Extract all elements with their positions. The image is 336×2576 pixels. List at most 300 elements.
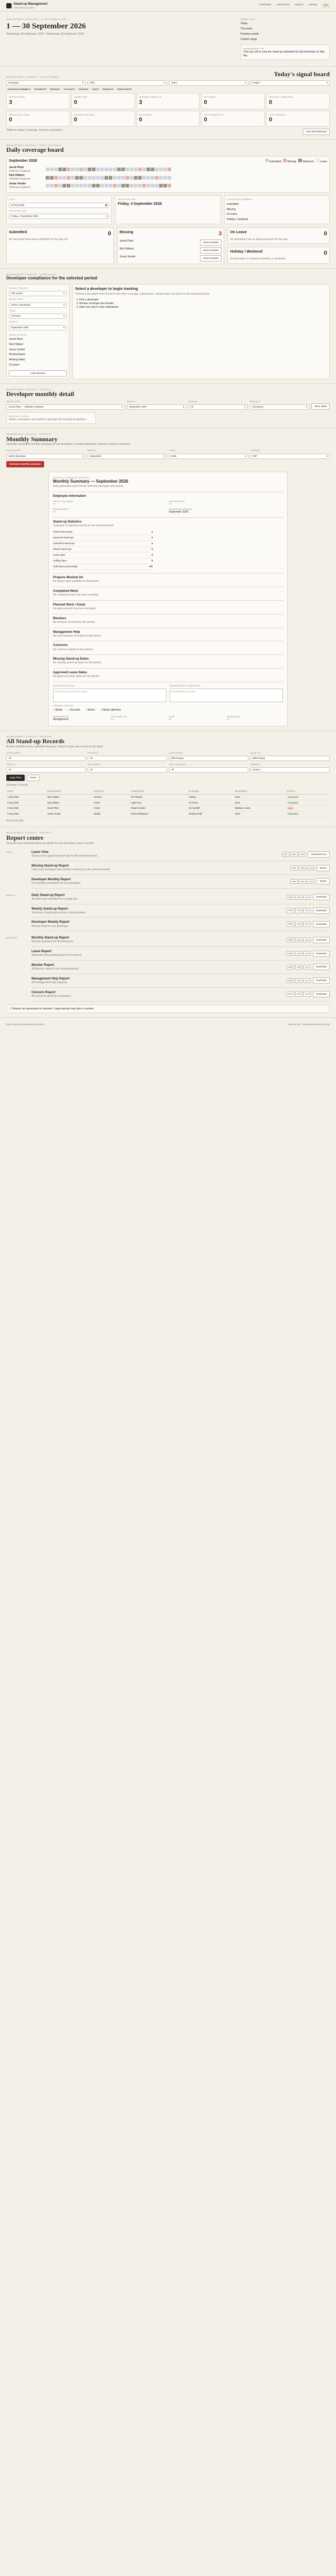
chevron-down-icon: ▾ xyxy=(82,454,83,457)
coverage-day-cell[interactable] xyxy=(58,184,62,187)
day-picker[interactable]: Friday, 4 September 2026 ▾ xyxy=(9,214,109,219)
coverage-day-cell[interactable] xyxy=(83,184,87,187)
format-option[interactable]: CSV xyxy=(295,965,302,969)
coverage-day-cell[interactable] xyxy=(92,184,96,187)
coverage-day-cell[interactable] xyxy=(100,168,104,171)
coverage-day-cell[interactable] xyxy=(88,176,91,180)
column-header[interactable]: DATE xyxy=(6,789,46,794)
holiday-empty: No developer is marked on holiday or weekend. xyxy=(230,257,286,261)
rating-exceeds[interactable]: ○ Exceeds xyxy=(68,708,80,712)
format-option[interactable]: PDF xyxy=(290,879,298,884)
missing-panel xyxy=(117,227,225,264)
report-info xyxy=(32,990,71,998)
signal-stat xyxy=(71,111,135,127)
coverage-day-cell[interactable] xyxy=(167,168,171,171)
table-cell: 3 Sep 2026 xyxy=(6,806,46,811)
coverage-calendar xyxy=(6,156,330,193)
coverage-day-cell[interactable] xyxy=(75,184,79,187)
format-option[interactable]: XLS xyxy=(303,992,311,996)
management-tip xyxy=(240,45,330,60)
period-select[interactable]: This month ▾ xyxy=(9,291,67,296)
coverage-day-cell[interactable] xyxy=(109,176,112,180)
coverage-day-cell[interactable] xyxy=(130,176,133,180)
shortcut-today[interactable]: Today xyxy=(240,22,248,26)
coverage-day-cell[interactable] xyxy=(138,176,142,180)
quick-nick[interactable]: Nick Hibbert xyxy=(9,342,24,346)
column-header[interactable]: DEVELOPER xyxy=(46,789,93,794)
coverage-day-cell[interactable] xyxy=(142,176,146,180)
user-avatar[interactable]: SA xyxy=(322,3,330,7)
report-action-button[interactable]: Export xyxy=(317,878,330,884)
coverage-day-cell[interactable] xyxy=(125,176,129,180)
coverage-day-cell[interactable] xyxy=(67,184,70,187)
format-option[interactable]: PDF xyxy=(290,865,298,870)
record-filter-input[interactable]: All xyxy=(6,767,86,773)
coverage-day-cell[interactable] xyxy=(62,168,66,171)
coverage-day-cell[interactable] xyxy=(104,184,108,187)
format-option[interactable]: CSV xyxy=(299,879,306,884)
format-option[interactable]: CSV xyxy=(295,895,302,900)
coverage-day-cell[interactable] xyxy=(121,184,125,187)
tip-label: MANAGEMENT TIP xyxy=(243,47,265,50)
summary-leave: On leave xyxy=(226,213,237,216)
coverage-day-cell[interactable] xyxy=(71,168,75,171)
table-cell: Push notifications xyxy=(130,811,187,817)
report-actions xyxy=(287,951,330,957)
signal-chip[interactable] xyxy=(33,88,47,90)
record-filter-label: BLOCKERS xyxy=(88,763,101,766)
rating-meets[interactable]: ○ Meets xyxy=(53,708,63,712)
coverage-day-cell[interactable] xyxy=(100,184,104,187)
chip-label: On leave xyxy=(64,88,73,91)
signal-chip[interactable] xyxy=(77,88,89,90)
chip-value: 0 xyxy=(86,88,88,91)
submitted-empty: No stand-ups have been submitted for this day yet. xyxy=(9,237,68,241)
coverage-day-cell[interactable] xyxy=(92,168,96,171)
coverage-day-cell[interactable] xyxy=(113,176,117,180)
coverage-day-cell[interactable] xyxy=(159,168,163,171)
md-project-label: PROJECT xyxy=(249,400,261,403)
report-title: Missing Stand-up Report xyxy=(32,864,69,868)
coverage-day-cell[interactable] xyxy=(151,176,154,180)
coverage-day-cell[interactable] xyxy=(62,176,66,180)
coverage-day-cell[interactable] xyxy=(142,168,146,171)
coverage-day-cell[interactable] xyxy=(134,168,138,171)
report-row xyxy=(32,904,330,918)
coverage-day-cell[interactable] xyxy=(50,184,54,187)
coverage-day-cell[interactable] xyxy=(54,184,58,187)
filter-project[interactable]: Project ▾ xyxy=(250,80,330,86)
coverage-day-cell[interactable] xyxy=(62,184,66,187)
coverage-day-cell[interactable] xyxy=(109,168,112,171)
column-header[interactable]: PROJECT xyxy=(93,789,130,794)
coverage-day-cell[interactable] xyxy=(71,176,75,180)
coverage-day-cell[interactable] xyxy=(75,176,79,180)
summary-block-text: No blockers recorded for this period. xyxy=(53,620,96,624)
format-option[interactable]: CSV xyxy=(295,951,302,956)
signal-chips xyxy=(6,88,330,90)
coverage-day-cell[interactable] xyxy=(113,184,117,187)
table-row[interactable] xyxy=(6,794,330,800)
records-filters xyxy=(6,752,330,773)
coverage-day-cell[interactable] xyxy=(151,168,154,171)
apply-filters-button[interactable]: Apply filters xyxy=(6,775,25,781)
coverage-day-cell[interactable] xyxy=(163,184,167,187)
table-row[interactable] xyxy=(6,806,330,811)
stat-line-value: 0% xyxy=(149,565,153,568)
format-option[interactable]: PDF xyxy=(287,895,294,900)
stat-value: 3 xyxy=(139,99,142,106)
table-cell: API refactor xyxy=(130,794,187,800)
coverage-day-cell[interactable] xyxy=(79,176,83,180)
coverage-day-cell[interactable] xyxy=(155,184,159,187)
report-title: Leave View xyxy=(32,851,49,854)
emp-designation-label: DESIGNATION xyxy=(169,499,185,503)
quick-all[interactable]: All developers xyxy=(9,353,26,357)
coverage-day-cell[interactable] xyxy=(46,184,49,187)
format-option[interactable]: CSV xyxy=(295,922,302,926)
report-action-button[interactable]: Download xyxy=(313,951,330,957)
reset-filters-button[interactable]: Reset xyxy=(27,775,39,781)
coverage-day-cell[interactable] xyxy=(79,184,83,187)
format-option[interactable]: CSV xyxy=(295,992,302,996)
table-cell xyxy=(286,811,330,817)
chip-value: 3 xyxy=(58,88,59,91)
stat-line-label: Holiday days xyxy=(53,559,67,562)
coverage-day-cell[interactable] xyxy=(167,176,171,180)
coverage-day-cell[interactable] xyxy=(130,184,133,187)
signal-stat xyxy=(136,93,200,109)
quick-jonas[interactable]: Jonas Vondel xyxy=(9,348,25,351)
record-filter-input[interactable]: All xyxy=(169,767,248,773)
month-select[interactable]: September 2026 ▾ xyxy=(9,325,67,330)
record-filter-label: DEVELOPER xyxy=(6,751,21,754)
record-filter-input[interactable]: All xyxy=(88,756,167,761)
shortcut-week[interactable]: This week xyxy=(240,27,253,31)
coverage-day-cell[interactable] xyxy=(54,168,58,171)
format-option[interactable]: XLS xyxy=(307,879,314,884)
format-option[interactable]: PDF xyxy=(287,992,294,996)
md-month-select[interactable]: September 2026 ▾ xyxy=(127,404,186,410)
coverage-day-cell[interactable] xyxy=(117,168,121,171)
coverage-day-cell[interactable] xyxy=(134,184,138,187)
shortcut-prev-month[interactable]: Previous month xyxy=(240,32,259,36)
team-select[interactable]: All teams ▾ xyxy=(9,314,67,319)
report-row xyxy=(32,988,330,1002)
format-option[interactable]: PDF xyxy=(287,978,294,983)
coverage-day-cell[interactable] xyxy=(151,184,154,187)
generate-summary-button[interactable]: Generate monthly summary xyxy=(6,461,44,467)
stat-value: 0 xyxy=(204,99,207,106)
md-status-select[interactable]: All ▾ xyxy=(188,404,248,410)
coverage-day-cell[interactable] xyxy=(163,176,167,180)
signal-chip[interactable] xyxy=(6,88,32,90)
format-option[interactable]: XLS xyxy=(303,951,311,956)
app-logo[interactable] xyxy=(6,2,47,9)
report-description: Full monthly breakdown for one developer. xyxy=(32,882,81,885)
record-filter-input[interactable]: Search… xyxy=(250,767,330,773)
ms-title: Monthly Summary xyxy=(6,435,58,443)
summary-block-title: Approved Leave Dates xyxy=(53,671,87,675)
calendar-icon: ▦ xyxy=(105,203,108,206)
coverage-day-cell[interactable] xyxy=(104,168,108,171)
monthly-detail-section xyxy=(0,384,336,429)
column-header[interactable]: COMPLETED xyxy=(130,789,187,794)
coverage-day-cell[interactable] xyxy=(88,184,91,187)
coverage-day-cell[interactable] xyxy=(146,168,150,171)
developer-role: Software Engineer xyxy=(9,178,31,181)
coverage-day-cell[interactable] xyxy=(75,168,79,171)
format-option[interactable]: CSV xyxy=(299,865,306,870)
coverage-day-cell[interactable] xyxy=(125,184,129,187)
format-option[interactable]: XLS xyxy=(303,937,311,942)
md-developer-select[interactable]: Jacob Plant — Software Engineer ▾ xyxy=(6,404,125,410)
record-filter-input[interactable]: All xyxy=(88,767,167,773)
record-filter xyxy=(6,752,86,761)
coverage-day-cell[interactable] xyxy=(46,176,49,180)
coverage-day-cell[interactable] xyxy=(96,176,100,180)
report-info xyxy=(32,878,81,885)
records-count: Showing 4 records xyxy=(6,784,28,787)
coverage-day-cell[interactable] xyxy=(104,176,108,180)
coverage-day-cell[interactable] xyxy=(83,168,87,171)
column-header[interactable]: STATUS xyxy=(286,789,330,794)
format-option[interactable]: XLS xyxy=(303,895,311,900)
format-option[interactable]: XLS xyxy=(307,865,314,870)
coverage-day-cell[interactable] xyxy=(100,176,104,180)
coverage-day-cell[interactable] xyxy=(113,168,117,171)
show-detail-button[interactable]: Show detail xyxy=(311,403,330,410)
format-option[interactable]: CSV xyxy=(290,852,298,857)
report-action-button[interactable]: Export xyxy=(317,865,330,871)
chevron-down-icon: ▾ xyxy=(63,326,65,329)
coverage-day-cell[interactable] xyxy=(155,168,159,171)
record-filter-input[interactable]: dd/mm/yyyy xyxy=(169,756,248,761)
summary-block xyxy=(53,641,283,651)
doc-kicker: MONTHLY SUMMARY REPORT xyxy=(53,476,90,479)
record-filter-input[interactable]: All xyxy=(6,756,86,761)
format-option[interactable]: PDF xyxy=(287,937,294,942)
coverage-day-cell[interactable] xyxy=(138,184,142,187)
nav-item-dashboard[interactable]: Dashboard xyxy=(259,3,271,6)
send-reminder-button[interactable]: Send reminder xyxy=(200,239,222,246)
coverage-day-cell[interactable] xyxy=(54,176,58,180)
chip-label: All developers xyxy=(8,88,22,91)
coverage-day-cell[interactable] xyxy=(125,168,129,171)
quick-missing[interactable]: Missing today xyxy=(9,358,25,361)
coverage-day-cell[interactable] xyxy=(92,176,96,180)
coverage-day-cell[interactable] xyxy=(83,176,87,180)
legend-missing: Missing xyxy=(283,159,296,164)
signal-chip[interactable] xyxy=(91,88,100,90)
table-row[interactable] xyxy=(6,800,330,806)
format-option[interactable]: PDF xyxy=(287,965,294,969)
ms-developer-select[interactable]: Select developer ▾ xyxy=(6,454,86,459)
format-option[interactable]: CSV xyxy=(295,908,302,913)
coverage-day-cell[interactable] xyxy=(134,176,138,180)
developer-name: Jacob Plant xyxy=(9,165,24,169)
quick-leave[interactable]: On leave xyxy=(9,363,20,367)
nav-item-settings[interactable]: Settings xyxy=(308,3,317,6)
coverage-day-cell[interactable] xyxy=(46,168,49,171)
emp-period-label: REPORTING PERIOD xyxy=(169,507,193,510)
report-action-button[interactable]: Download xyxy=(313,908,330,914)
record-filter-input[interactable]: dd/mm/yyyy xyxy=(250,756,330,761)
rating-attention[interactable]: ○ Needs attention xyxy=(100,708,121,712)
missing-row: Jacob Plant Send reminder xyxy=(120,239,222,246)
coverage-day-cell[interactable] xyxy=(50,168,54,171)
coverage-day-cell[interactable] xyxy=(155,176,159,180)
missing-row: Jonas Vondel Send reminder xyxy=(120,255,222,262)
report-description: Shows every approved leave day for the selected period. xyxy=(32,854,98,858)
report-row xyxy=(32,917,330,931)
coverage-day-cell[interactable] xyxy=(67,168,70,171)
summary-submitted: Submitted xyxy=(226,202,239,206)
report-action-button[interactable]: Download xyxy=(313,991,330,997)
developer-select[interactable]: Select a developer ▾ xyxy=(9,303,67,308)
load-selection-button[interactable]: Load selection xyxy=(9,370,67,377)
format-option[interactable]: PDF xyxy=(287,951,294,956)
emp-name-value: — xyxy=(53,503,56,506)
ms-year-select[interactable]: 2026 ▾ xyxy=(169,454,248,459)
format-option[interactable]: PDF xyxy=(287,922,294,926)
send-reminder-button[interactable]: Send reminder xyxy=(200,255,222,262)
view-dashboard-button[interactable]: View full dashboard xyxy=(303,129,330,135)
nav-item-reports[interactable]: Reports xyxy=(295,3,303,6)
report-info xyxy=(32,936,74,944)
coverage-day-cell[interactable] xyxy=(117,184,121,187)
format-option[interactable]: XLS xyxy=(303,922,311,926)
coverage-day-cell[interactable] xyxy=(146,176,150,180)
compliance-section xyxy=(0,269,336,384)
ms-month-select[interactable]: September ▾ xyxy=(88,454,167,459)
coverage-day-cell[interactable] xyxy=(58,176,62,180)
stat-line xyxy=(53,547,153,552)
coverage-day-cell[interactable] xyxy=(167,184,171,187)
report-list xyxy=(32,848,330,889)
report-actions xyxy=(287,964,330,970)
stat-line-label: Submission percentage xyxy=(53,565,78,568)
column-header[interactable]: BLOCKERS xyxy=(234,789,286,794)
record-filter-label: HELP NEEDED xyxy=(169,763,186,766)
format-options xyxy=(282,852,306,857)
records-body xyxy=(6,794,330,817)
signal-chip[interactable] xyxy=(62,88,76,90)
md-status-label: STATUS xyxy=(188,400,197,403)
report-description: Approved and pending leave for the period. xyxy=(32,954,82,957)
table-row[interactable] xyxy=(6,811,330,817)
format-option[interactable]: CSV xyxy=(295,978,302,983)
coverage-day-cell[interactable] xyxy=(146,184,150,187)
chevron-down-icon: ▾ xyxy=(245,454,246,457)
app-title: Stand-up Management xyxy=(14,2,48,6)
column-header[interactable]: PLANNED xyxy=(188,789,234,794)
report-action-button[interactable]: Download xyxy=(313,921,330,927)
coverage-day-cell[interactable] xyxy=(96,184,100,187)
coverage-day-cell[interactable] xyxy=(58,168,62,171)
coverage-day-cell[interactable] xyxy=(121,168,125,171)
signal-chip[interactable] xyxy=(116,88,133,90)
report-action-button[interactable]: Download now xyxy=(308,851,330,858)
developer-name: Jonas Vondel xyxy=(9,182,26,185)
record-filter-label: STATUS xyxy=(6,763,15,766)
format-option[interactable]: XLS xyxy=(303,908,311,913)
format-option[interactable]: XLS xyxy=(303,978,311,983)
coverage-day-cell[interactable] xyxy=(142,184,146,187)
report-action-button[interactable]: Download xyxy=(313,937,330,943)
signal-stat xyxy=(201,93,265,109)
app-subtitle: Daily Standup System xyxy=(14,6,35,9)
format-option[interactable]: XLS xyxy=(299,852,306,857)
shortcut-custom[interactable]: Custom range xyxy=(240,37,257,41)
coverage-day-cell[interactable] xyxy=(109,184,112,187)
filter-shift[interactable]: Shift ▾ xyxy=(88,80,167,86)
ms-format-select[interactable]: PDF ▾ xyxy=(250,454,330,459)
legend-submitted: Submitted xyxy=(265,159,281,164)
md-project-select[interactable]: All projects ▾ xyxy=(250,404,309,410)
coverage-developer xyxy=(9,166,46,173)
stat-value: 0 xyxy=(269,99,272,106)
format-option[interactable]: XLS xyxy=(303,965,311,969)
sign-prepared-value: Management xyxy=(53,717,69,721)
signal-stat xyxy=(136,111,200,127)
stat-line xyxy=(53,558,153,564)
filter-team[interactable]: Team ▾ xyxy=(169,80,248,86)
coverage-day-cell[interactable] xyxy=(79,168,83,171)
report-action-button[interactable]: Download xyxy=(313,964,330,970)
coverage-day-cell[interactable] xyxy=(121,176,125,180)
quick-jacob[interactable]: Jacob Plant xyxy=(9,338,23,341)
coverage-day-cell[interactable] xyxy=(71,184,75,187)
report-row xyxy=(32,861,330,875)
comment-textarea[interactable]: Add additional comments… xyxy=(170,689,283,702)
review-textarea[interactable]: Add review notes for this developer… xyxy=(53,689,166,702)
date-input[interactable]: 30 Sep 2026 ▦ xyxy=(9,203,109,208)
coverage-day-cell[interactable] xyxy=(138,168,142,171)
coverage-day-cell[interactable] xyxy=(50,176,54,180)
coverage-day-cell[interactable] xyxy=(159,184,163,187)
send-reminder-button[interactable]: Send reminder xyxy=(200,247,222,254)
holiday-panel xyxy=(227,247,330,264)
ms-kicker: MANAGEMENT CONSOLE · REPORTS xyxy=(6,433,52,436)
hero-kicker: MANAGEMENT OVERVIEW · 30 SEPTEMBER 2026 xyxy=(6,18,67,20)
coverage-day-cell[interactable] xyxy=(163,168,167,171)
coverage-day-cell[interactable] xyxy=(117,176,121,180)
coverage-day-cell[interactable] xyxy=(159,176,163,180)
format-option[interactable]: PDF xyxy=(282,852,289,857)
coverage-day-cell[interactable] xyxy=(67,176,70,180)
format-option[interactable]: CSV xyxy=(295,937,302,942)
summary-block-title: Missing Stand-up Dates xyxy=(53,658,89,661)
format-options xyxy=(287,922,311,926)
record-filter xyxy=(6,763,86,773)
rating-below[interactable]: ○ Below xyxy=(85,708,95,712)
coverage-day-cell[interactable] xyxy=(88,168,91,171)
format-option[interactable]: PDF xyxy=(287,908,294,913)
sign-reviewed-label: REVIEWED BY xyxy=(111,715,128,718)
report-action-button[interactable]: Download xyxy=(313,894,330,900)
signal-chip[interactable] xyxy=(49,88,61,90)
filter-developer[interactable]: Developer ▾ xyxy=(6,80,86,86)
nav-item-submissions[interactable]: Submissions xyxy=(276,3,290,6)
coverage-day-cell[interactable] xyxy=(96,168,100,171)
report-action-button[interactable]: Download xyxy=(313,977,330,984)
signal-chip[interactable] xyxy=(101,88,114,90)
compliance-kicker: MANAGEMENT CONSOLE · COMPLIANCE xyxy=(6,273,56,276)
stat-label: MISSING STAND-UP xyxy=(139,96,162,99)
leave-count: 0 xyxy=(323,230,328,237)
coverage-day-cell[interactable] xyxy=(130,168,133,171)
